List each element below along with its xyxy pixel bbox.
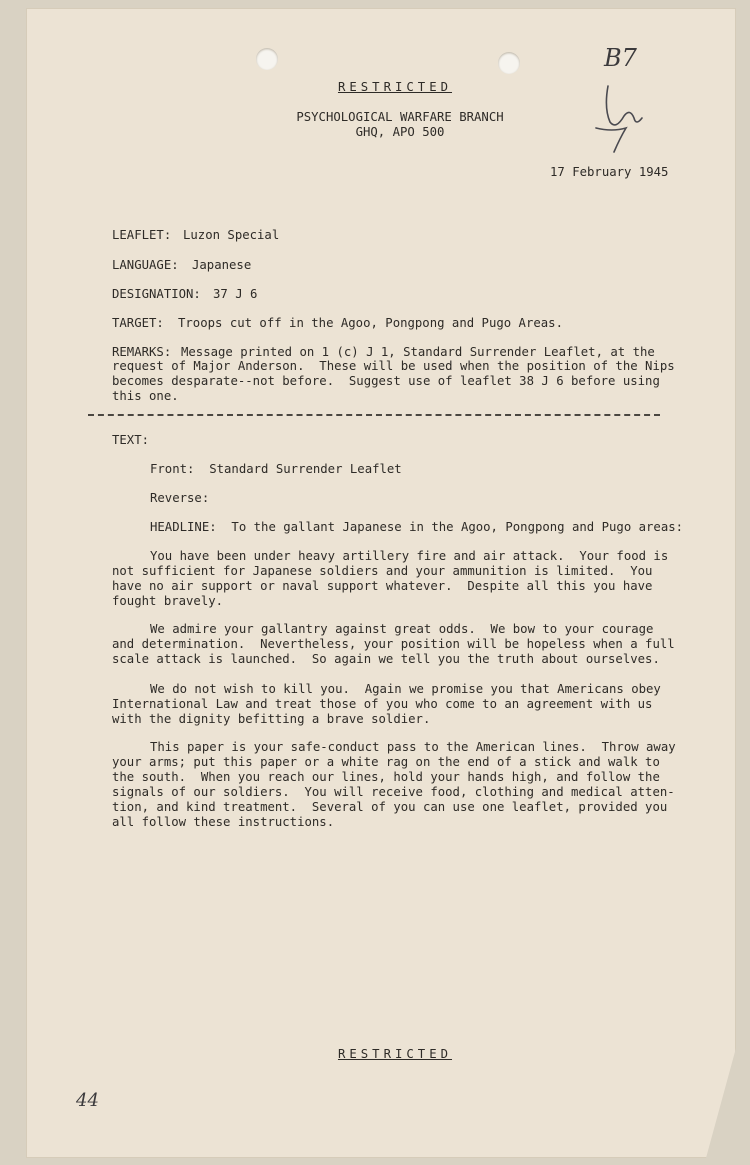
designation-label: DESIGNATION:	[112, 287, 201, 301]
punch-hole	[498, 52, 520, 74]
paragraph-line: scale attack is launched. So again we tell you the truth about ourselves.	[112, 652, 660, 666]
paragraph-line: the south. When you reach our lines, hold your hands high, and follow the	[112, 770, 660, 784]
classification-footer: RESTRICTED	[337, 1047, 453, 1061]
reverse-line: Reverse:	[150, 491, 210, 505]
text-section-label: TEXT:	[112, 433, 150, 447]
handwritten-signature	[590, 78, 650, 158]
paragraph-line: not sufficient for Japanese soldiers and your ammunition is limited. You	[112, 564, 653, 578]
target-label: TARGET:	[112, 316, 164, 330]
language-value: Japanese	[192, 258, 252, 272]
remarks-line: request of Major Anderson. These will be used when the position of the Nips	[112, 359, 675, 373]
paragraph-line: We admire your gallantry against great odds. We bow to your courage	[150, 622, 654, 636]
paragraph-line: This paper is your safe-conduct pass to the American lines. Throw away	[150, 740, 676, 754]
dashed-divider	[88, 414, 660, 416]
paragraph-line: have no air support or naval support whatever. Despite all this you have	[112, 579, 653, 593]
page-number: 44	[76, 1090, 99, 1111]
designation-value: 37 J 6	[213, 287, 258, 301]
leaflet-value: Luzon Special	[183, 228, 280, 242]
language-label: LANGUAGE:	[112, 258, 179, 272]
page-corner	[706, 1048, 736, 1158]
punch-hole	[256, 48, 278, 70]
paragraph-line: all follow these instructions.	[112, 815, 335, 829]
remarks-line: this one.	[112, 389, 179, 403]
headline-line: HEADLINE: To the gallant Japanese in the Agoo, Pongpong and Pugo areas:	[150, 520, 684, 534]
office-title: PSYCHOLOGICAL WARFARE BRANCH	[296, 110, 504, 124]
paragraph-line: We do not wish to kill you. Again we promise you that Americans obey	[150, 682, 661, 696]
paragraph-line: tion, and kind treatment. Several of you can use one leaflet, provided you	[112, 800, 668, 814]
remarks-line: Message printed on 1 (c) J 1, Standard Surrender Leaflet, at the	[181, 345, 655, 359]
classification-header: RESTRICTED	[337, 80, 453, 94]
paragraph-line: your arms; put this paper or a white rag on the end of a stick and walk to	[112, 755, 660, 769]
office-location: GHQ, APO 500	[355, 125, 445, 139]
paragraph-line: fought bravely.	[112, 594, 224, 608]
paragraph-line: You have been under heavy artillery fire and air attack. Your food is	[150, 549, 669, 563]
paragraph-line: and determination. Nevertheless, your position will be hopeless when a full	[112, 637, 675, 651]
paragraph-line: signals of our soldiers. You will receive food, clothing and medical atten-	[112, 785, 675, 799]
leaflet-label: LEAFLET:	[112, 228, 172, 242]
document-date: 17 February 1945	[550, 165, 669, 179]
front-line: Front: Standard Surrender Leaflet	[150, 462, 402, 476]
paragraph-line: International Law and treat those of you who come to an agreement with us	[112, 697, 653, 711]
paragraph-line: with the dignity befitting a brave soldier.	[112, 712, 431, 726]
handwritten-annotation: B7	[604, 44, 637, 72]
remarks-label: REMARKS:	[112, 345, 172, 359]
target-value: Troops cut off in the Agoo, Pongpong and Pugo Areas.	[178, 316, 563, 330]
remarks-line: becomes desparate--not before. Suggest use of leaflet 38 J 6 before using	[112, 374, 660, 388]
